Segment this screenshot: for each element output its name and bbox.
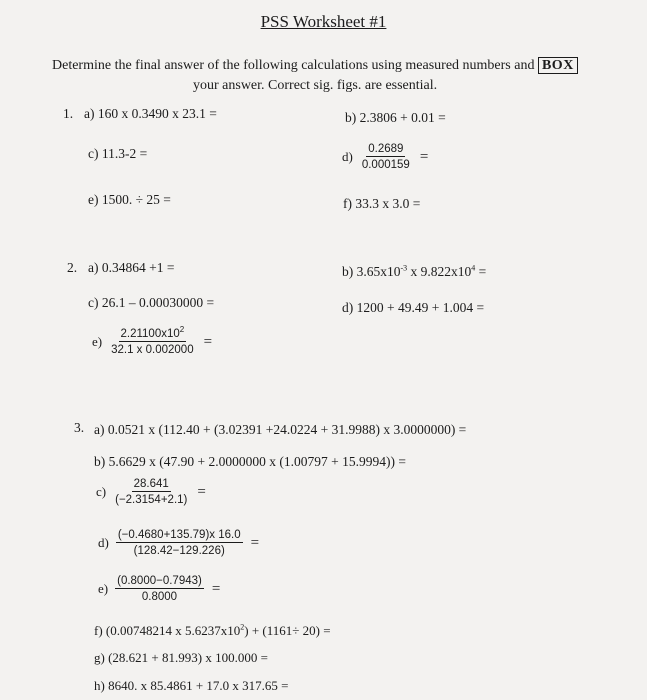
fraction-3c: $\frac{28.641}{(-2.3154+2.1)}$ <box>115 478 188 506</box>
instructions-line-2: your answer. Correct sig. figs. are essential. <box>193 78 438 93</box>
problem-3f: f) (0.00748214 x $5.6237x10^2) + (1161\div 20)$ = <box>94 622 331 638</box>
problem-2b: b) $3.65x10^{-3}$ x $9.822x10^4$ = <box>342 263 487 279</box>
problem-2e: e) $\frac{2.21100x10^2}{32.1 x 0.002000}$ = <box>92 325 213 356</box>
problem-2d: d) 1200 + 49.49 + 1.004 = <box>342 300 485 315</box>
problem-3g: g) (28.621 + 81.993) x 100.000 = <box>94 650 268 665</box>
problem-3e: e) $\frac{(0.8000-0.7943)}{0.8000}$ = <box>98 575 221 603</box>
box-word: BOX <box>538 57 578 74</box>
problem-3b: b) 5.6629 x (47.90 + 2.0000000 x (1.00797 + 15.9994)) = <box>94 454 406 469</box>
problem-3a: a) 0.0521 x (112.40 + (3.02391 +24.0224 + 31.9988) x 3.0000000) = <box>94 422 467 437</box>
problem-2c: c) 26.1 – 0.00030000 = <box>88 295 215 310</box>
problem-1b: b) 2.3806 + 0.01 = <box>345 110 446 125</box>
section-2-number: 2. <box>67 260 78 275</box>
problem-1c: c) 11.3-2 = <box>88 146 148 161</box>
fraction-3e: $\frac{(0.8000-0.7943)}{0.8000}$ <box>117 575 202 603</box>
problem-3d: d) $\frac{(-0.4680+135.79)x 16.0}{(128.42-129.226)}$ = <box>98 529 260 557</box>
problem-3c: c) $\frac{28.641}{(-2.3154+2.1)}$ = <box>96 478 206 506</box>
fraction-2e: $\frac{2.21100x10^2}{32.1 x 0.002000}$ <box>111 325 194 356</box>
problem-1e: e) 1500. ÷ 25 = <box>88 192 171 207</box>
fraction-1d: $\frac{0.2689}{0.000159}$ <box>361 143 410 171</box>
instructions-line-1: Determine the final answer of the following calculations using measured numbers and BOX <box>52 58 578 74</box>
page-title: PSS Worksheet #1 <box>260 12 387 31</box>
problem-1d: d) $\frac{0.2689}{0.000159}$ = <box>342 143 429 171</box>
problem-1a: a) 160 x 0.3490 x 23.1 = <box>84 106 217 121</box>
fraction-3d: $\frac{(-0.4680+135.79)x 16.0}{(128.42-129.226)}$ <box>117 529 241 557</box>
section-3-number: 3. <box>74 420 85 435</box>
problem-1f: f) 33.3 x 3.0 = <box>343 196 421 211</box>
problem-3h: h) 8640. x 85.4861 + 17.0 x 317.65 = <box>94 678 289 693</box>
problem-2a: a) 0.34864 +1 = <box>88 260 175 275</box>
section-1-number: 1. <box>63 106 74 121</box>
